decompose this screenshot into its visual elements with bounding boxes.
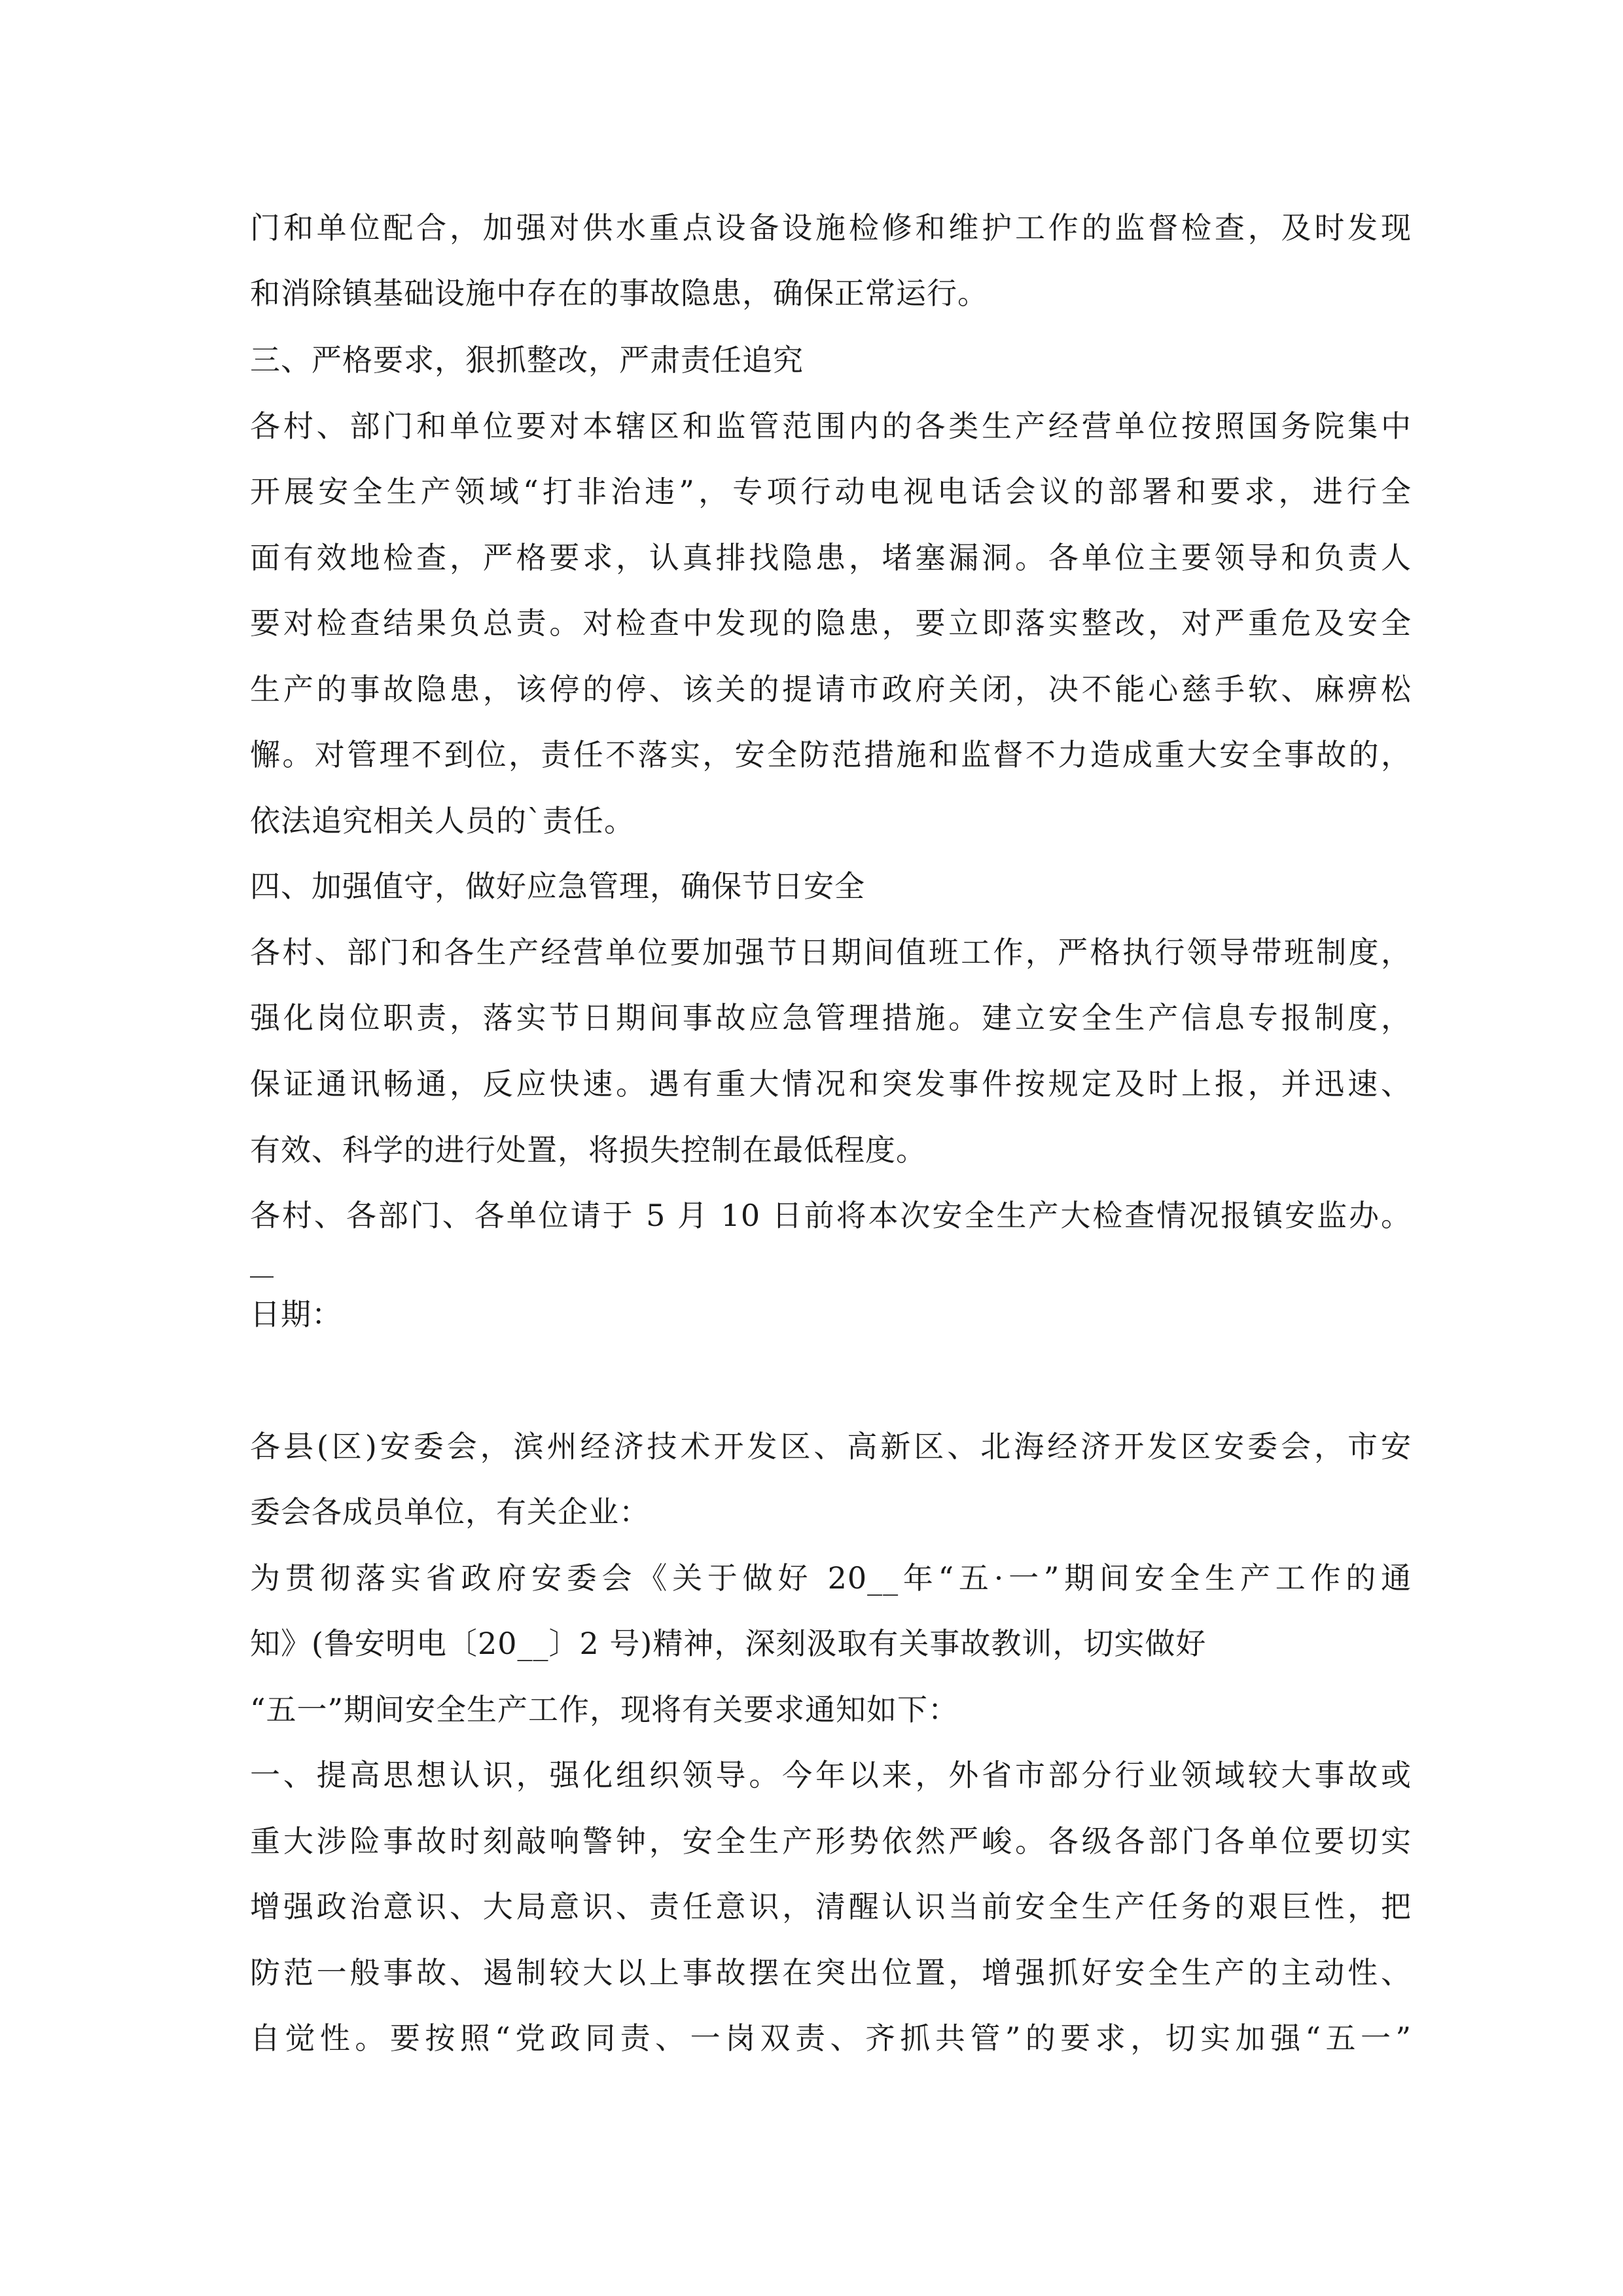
section-heading: 三、严格要求，狠抓整改，严肃责任追究 (250, 342, 804, 378)
paragraph-line: 保证通讯畅通，反应快速。遇有重大情况和突发事件按规定及时上报，并迅速、 (250, 1066, 1412, 1102)
paragraph-line: “五一”期间安全生产工作，现将有关要求通知如下： (250, 1692, 959, 1727)
paragraph-line: 依法追究相关人员的`责任。 (250, 803, 635, 838)
paragraph-line: 和消除镇基础设施中存在的事故隐患，确保正常运行。 (250, 276, 988, 311)
paragraph-line: 开展安全生产领域“打非治违”，专项行动电视电话会议的部署和要求，进行全 (250, 474, 1412, 509)
recipients-line: 各县(区)安委会，滨州经济技术开发区、高新区、北海经济开发区安委会，市安 (250, 1429, 1412, 1464)
paragraph-line: 强化岗位职责，落实节日期间事故应急管理措施。建立安全生产信息专报制度， (250, 1000, 1412, 1035)
paragraph-line: 要对检查结果负总责。对检查中发现的隐患，要立即落实整改，对严重危及安全 (250, 605, 1412, 641)
separator-dash (250, 1276, 274, 1278)
paragraph-line: 防范一般事故、遏制较大以上事故摆在突出位置，增强抓好安全生产的主动性、 (250, 1955, 1412, 1990)
paragraph-line: 生产的事故隐患，该停的停、该关的提请市政府关闭，决不能心慈手软、麻痹松 (250, 672, 1412, 707)
date-label: 日期： (250, 1297, 342, 1332)
paragraph-line: 各村、部门和单位要对本辖区和监管范围内的各类生产经营单位按照国务院集中 (250, 408, 1412, 444)
paragraph-line: 各村、各部门、各单位请于 5 月 10 日前将本次安全生产大检查情况报镇安监办。 (250, 1198, 1412, 1233)
paragraph-line: 懈。对管理不到位，责任不落实，安全防范措施和监督不力造成重大安全事故的， (250, 737, 1412, 772)
section-heading: 四、加强值守，做好应急管理，确保节日安全 (250, 869, 865, 904)
paragraph-line: 增强政治意识、大局意识、责任意识，清醒认识当前安全生产任务的艰巨性，把 (250, 1889, 1412, 1924)
paragraph-line: 面有效地检查，严格要求，认真排找隐患，堵塞漏洞。各单位主要领导和负责人 (250, 540, 1412, 575)
recipients-line: 委会各成员单位，有关企业： (250, 1494, 650, 1530)
paragraph-line: 为贯彻落实省政府安委会《关于做好 20__年“五·一”期间安全生产工作的通 (250, 1560, 1412, 1596)
paragraph-line: 各村、部门和各生产经营单位要加强节日期间值班工作，严格执行领导带班制度， (250, 935, 1412, 970)
paragraph-line: 知》(鲁安明电〔20__〕2 号)精神，深刻汲取有关事故教训，切实做好 (250, 1626, 1207, 1661)
paragraph-line: 重大涉险事故时刻敲响警钟，安全生产形势依然严峻。各级各部门各单位要切实 (250, 1823, 1412, 1859)
paragraph-line: 自觉性。要按照“党政同责、一岗双责、齐抓共管”的要求，切实加强“五一” (250, 2020, 1412, 2056)
paragraph-line: 有效、科学的进行处置，将损失控制在最低程度。 (250, 1132, 927, 1168)
paragraph-line: 一、提高思想认识，强化组织领导。今年以来，外省市部分行业领域较大事故或 (250, 1757, 1412, 1793)
paragraph-line: 门和单位配合，加强对供水重点设备设施检修和维护工作的监督检查，及时发现 (250, 210, 1412, 245)
